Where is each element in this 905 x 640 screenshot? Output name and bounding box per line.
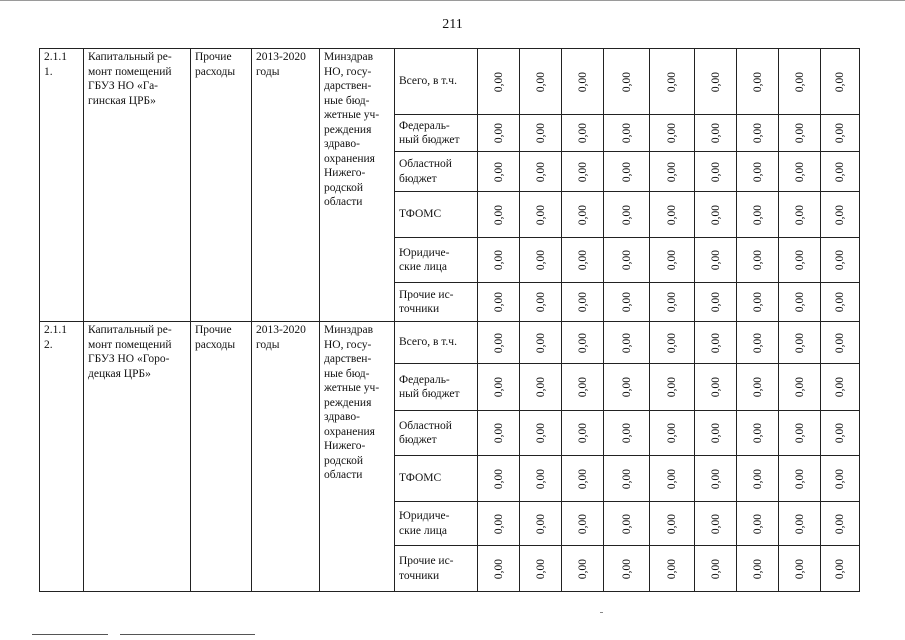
- amount-value: 0,00: [833, 332, 846, 353]
- amount-value: 0,00: [709, 558, 722, 579]
- amount-value: 0,00: [709, 376, 722, 398]
- amount-cell: [650, 456, 695, 502]
- amount-value: 0,00: [793, 376, 806, 398]
- amount-value: 0,00: [751, 422, 764, 444]
- amount-cell: [650, 322, 695, 364]
- amount-value: 0,00: [576, 332, 589, 353]
- amount-cell: [737, 152, 779, 192]
- amount-value: 0,00: [793, 513, 806, 534]
- amount-value: 0,00: [620, 332, 633, 353]
- amount-cell: [478, 322, 520, 364]
- amount-cell: [779, 502, 821, 546]
- amount-value: 0,00: [709, 249, 722, 271]
- funding-source-label: Федераль- ный бюджет: [395, 115, 478, 152]
- funding-source-label: Прочие ис- точники: [395, 283, 478, 322]
- amount-value: 0,00: [793, 204, 806, 225]
- amount-cell: [520, 49, 562, 115]
- amount-cell: [779, 152, 821, 192]
- item-executor: Минздрав НО, госу- дарствен- ные бюд- жетные уч- реждения здраво- охранения Нижего- родской области: [320, 322, 395, 592]
- amount-cell: [821, 364, 860, 411]
- footer-rule-center: [120, 634, 255, 635]
- amount-cell: [695, 152, 737, 192]
- amount-value: 0,00: [620, 204, 633, 225]
- funding-source-label: Прочие ис- точники: [395, 546, 478, 592]
- amount-cell: [478, 238, 520, 283]
- amount-cell: [520, 364, 562, 411]
- amount-cell: [779, 49, 821, 115]
- table-row: [40, 322, 860, 364]
- amount-cell: [562, 192, 604, 238]
- amount-value: 0,00: [492, 376, 505, 398]
- amount-value: 0,00: [751, 71, 764, 92]
- amount-cell: [779, 238, 821, 283]
- amount-value: 0,00: [709, 122, 722, 144]
- amount-cell: [562, 546, 604, 592]
- amount-value: 0,00: [620, 513, 633, 534]
- amount-cell: [604, 546, 650, 592]
- amount-value: 0,00: [709, 291, 722, 313]
- amount-value: 0,00: [833, 291, 846, 313]
- amount-value: 0,00: [620, 468, 633, 489]
- amount-value: 0,00: [492, 161, 505, 182]
- amount-value: 0,00: [576, 161, 589, 182]
- amount-cell: [520, 502, 562, 546]
- amount-value: 0,00: [534, 122, 547, 144]
- amount-cell: [737, 192, 779, 238]
- amount-value: 0,00: [751, 332, 764, 353]
- amount-value: 0,00: [534, 558, 547, 579]
- amount-cell: [821, 238, 860, 283]
- amount-cell: [737, 364, 779, 411]
- funding-source-label: ТФОМС: [395, 192, 478, 238]
- amount-cell: [737, 49, 779, 115]
- amount-value: 0,00: [793, 71, 806, 92]
- amount-value: 0,00: [492, 249, 505, 271]
- amount-cell: [737, 322, 779, 364]
- amount-cell: [695, 364, 737, 411]
- funding-source-label: Всего, в т.ч.: [395, 322, 478, 364]
- amount-value: 0,00: [620, 558, 633, 579]
- amount-cell: [520, 411, 562, 456]
- amount-value: 0,00: [534, 376, 547, 398]
- amount-value: 0,00: [665, 468, 678, 489]
- amount-cell: [821, 192, 860, 238]
- amount-cell: [604, 192, 650, 238]
- amount-value: 0,00: [751, 249, 764, 271]
- amount-cell: [779, 364, 821, 411]
- amount-cell: [562, 411, 604, 456]
- amount-cell: [695, 502, 737, 546]
- amount-value: 0,00: [833, 71, 846, 92]
- amount-value: 0,00: [793, 161, 806, 182]
- amount-cell: [562, 152, 604, 192]
- amount-value: 0,00: [709, 513, 722, 534]
- amount-value: 0,00: [492, 122, 505, 144]
- amount-value: 0,00: [576, 71, 589, 92]
- amount-cell: [650, 115, 695, 152]
- amount-cell: [562, 322, 604, 364]
- amount-value: 0,00: [534, 204, 547, 225]
- amount-cell: [562, 502, 604, 546]
- amount-cell: [650, 364, 695, 411]
- amount-value: 0,00: [492, 71, 505, 92]
- amount-value: 0,00: [620, 376, 633, 398]
- scan-artifact: [600, 612, 603, 613]
- amount-cell: [821, 456, 860, 502]
- amount-value: 0,00: [793, 332, 806, 353]
- amount-cell: [562, 49, 604, 115]
- amount-value: 0,00: [751, 513, 764, 534]
- amount-value: 0,00: [534, 291, 547, 313]
- amount-value: 0,00: [751, 161, 764, 182]
- amount-cell: [604, 411, 650, 456]
- amount-value: 0,00: [492, 204, 505, 225]
- funding-source-label: Областной бюджет: [395, 411, 478, 456]
- amount-value: 0,00: [751, 291, 764, 313]
- amount-value: 0,00: [793, 291, 806, 313]
- amount-value: 0,00: [751, 122, 764, 144]
- amount-cell: [650, 192, 695, 238]
- amount-cell: [695, 49, 737, 115]
- amount-cell: [478, 115, 520, 152]
- amount-value: 0,00: [665, 71, 678, 92]
- amount-value: 0,00: [534, 468, 547, 489]
- amount-value: 0,00: [793, 249, 806, 271]
- amount-cell: [478, 192, 520, 238]
- amount-cell: [478, 411, 520, 456]
- amount-cell: [695, 115, 737, 152]
- amount-value: 0,00: [833, 122, 846, 144]
- item-code: 2.1.1 1.: [40, 49, 84, 322]
- amount-cell: [821, 546, 860, 592]
- amount-value: 0,00: [665, 204, 678, 225]
- amount-cell: [604, 152, 650, 192]
- amount-cell: [520, 456, 562, 502]
- item-period: 2013-2020 годы: [252, 49, 320, 322]
- amount-value: 0,00: [576, 122, 589, 144]
- item-category: Прочие расходы: [191, 49, 252, 322]
- amount-value: 0,00: [492, 332, 505, 353]
- amount-cell: [478, 546, 520, 592]
- funding-source-label: Федераль- ный бюджет: [395, 364, 478, 411]
- amount-cell: [821, 115, 860, 152]
- amount-value: 0,00: [620, 291, 633, 313]
- amount-value: 0,00: [833, 376, 846, 398]
- amount-cell: [604, 283, 650, 322]
- amount-value: 0,00: [576, 376, 589, 398]
- amount-cell: [650, 152, 695, 192]
- amount-cell: [779, 411, 821, 456]
- amount-value: 0,00: [576, 558, 589, 579]
- amount-value: 0,00: [534, 249, 547, 271]
- amount-value: 0,00: [709, 161, 722, 182]
- amount-cell: [695, 456, 737, 502]
- funding-source-label: Областной бюджет: [395, 152, 478, 192]
- amount-cell: [520, 192, 562, 238]
- amount-value: 0,00: [665, 558, 678, 579]
- amount-value: 0,00: [534, 513, 547, 534]
- amount-value: 0,00: [833, 468, 846, 489]
- amount-cell: [695, 546, 737, 592]
- amount-value: 0,00: [709, 422, 722, 444]
- amount-cell: [520, 283, 562, 322]
- amount-value: 0,00: [709, 332, 722, 353]
- amount-value: 0,00: [576, 422, 589, 444]
- amount-cell: [650, 283, 695, 322]
- page-number: 211: [442, 17, 463, 32]
- amount-cell: [737, 456, 779, 502]
- amount-cell: [695, 192, 737, 238]
- item-name: Капитальный ре- монт помещений ГБУЗ НО «Га- гинская ЦРБ»: [84, 49, 191, 322]
- amount-cell: [478, 49, 520, 115]
- amount-value: 0,00: [620, 249, 633, 271]
- amount-value: 0,00: [576, 204, 589, 225]
- amount-value: 0,00: [751, 376, 764, 398]
- funding-source-label: Всего, в т.ч.: [395, 49, 478, 115]
- amount-cell: [695, 238, 737, 283]
- amount-cell: [604, 364, 650, 411]
- amount-cell: [650, 411, 695, 456]
- amount-cell: [779, 546, 821, 592]
- amount-cell: [821, 49, 860, 115]
- amount-cell: [821, 322, 860, 364]
- amount-cell: [520, 546, 562, 592]
- amount-cell: [520, 115, 562, 152]
- amount-value: 0,00: [665, 422, 678, 444]
- amount-value: 0,00: [534, 332, 547, 353]
- amount-cell: [562, 115, 604, 152]
- amount-cell: [478, 456, 520, 502]
- amount-cell: [604, 502, 650, 546]
- amount-value: 0,00: [492, 468, 505, 489]
- amount-value: 0,00: [665, 249, 678, 271]
- amount-cell: [779, 115, 821, 152]
- amount-value: 0,00: [665, 332, 678, 353]
- amount-value: 0,00: [492, 558, 505, 579]
- amount-value: 0,00: [576, 249, 589, 271]
- amount-value: 0,00: [620, 122, 633, 144]
- amount-value: 0,00: [751, 204, 764, 225]
- amount-value: 0,00: [709, 468, 722, 489]
- table-row: [40, 49, 860, 115]
- amount-value: 0,00: [833, 249, 846, 271]
- amount-cell: [520, 152, 562, 192]
- amount-value: 0,00: [793, 468, 806, 489]
- amount-value: 0,00: [492, 422, 505, 444]
- amount-cell: [520, 322, 562, 364]
- amount-value: 0,00: [793, 422, 806, 444]
- amount-cell: [821, 283, 860, 322]
- amount-cell: [478, 152, 520, 192]
- amount-cell: [695, 411, 737, 456]
- amount-value: 0,00: [833, 558, 846, 579]
- amount-cell: [562, 238, 604, 283]
- amount-cell: [562, 283, 604, 322]
- amount-cell: [737, 115, 779, 152]
- amount-cell: [604, 322, 650, 364]
- budget-table: [39, 48, 860, 592]
- amount-value: 0,00: [534, 71, 547, 92]
- amount-cell: [779, 322, 821, 364]
- amount-cell: [821, 502, 860, 546]
- amount-value: 0,00: [492, 291, 505, 313]
- funding-source-label: Юридиче- ские лица: [395, 238, 478, 283]
- amount-cell: [695, 283, 737, 322]
- amount-value: 0,00: [576, 513, 589, 534]
- scan-edge-top: [0, 0, 905, 3]
- amount-value: 0,00: [576, 291, 589, 313]
- amount-value: 0,00: [665, 376, 678, 398]
- item-code: 2.1.1 2.: [40, 322, 84, 592]
- amount-cell: [779, 192, 821, 238]
- amount-cell: [604, 115, 650, 152]
- amount-value: 0,00: [833, 422, 846, 444]
- amount-value: 0,00: [709, 204, 722, 225]
- amount-cell: [650, 502, 695, 546]
- amount-value: 0,00: [833, 161, 846, 182]
- funding-source-label: ТФОМС: [395, 456, 478, 502]
- amount-cell: [520, 238, 562, 283]
- amount-cell: [779, 456, 821, 502]
- item-period: 2013-2020 годы: [252, 322, 320, 592]
- amount-cell: [779, 283, 821, 322]
- amount-value: 0,00: [620, 161, 633, 182]
- amount-value: 0,00: [751, 468, 764, 489]
- amount-cell: [650, 546, 695, 592]
- amount-cell: [737, 238, 779, 283]
- amount-cell: [478, 283, 520, 322]
- amount-value: 0,00: [833, 513, 846, 534]
- amount-value: 0,00: [665, 291, 678, 313]
- amount-cell: [737, 283, 779, 322]
- amount-cell: [737, 502, 779, 546]
- amount-value: 0,00: [492, 513, 505, 534]
- amount-value: 0,00: [709, 71, 722, 92]
- amount-value: 0,00: [620, 71, 633, 92]
- amount-value: 0,00: [534, 161, 547, 182]
- amount-cell: [821, 152, 860, 192]
- item-name: Капитальный ре- монт помещений ГБУЗ НО «Горо- децкая ЦРБ»: [84, 322, 191, 592]
- amount-cell: [562, 364, 604, 411]
- amount-cell: [737, 546, 779, 592]
- amount-value: 0,00: [833, 204, 846, 225]
- amount-value: 0,00: [665, 122, 678, 144]
- amount-cell: [650, 238, 695, 283]
- amount-value: 0,00: [620, 422, 633, 444]
- funding-source-label: Юридиче- ские лица: [395, 502, 478, 546]
- amount-value: 0,00: [665, 513, 678, 534]
- amount-value: 0,00: [793, 122, 806, 144]
- amount-cell: [650, 49, 695, 115]
- amount-cell: [604, 456, 650, 502]
- amount-cell: [478, 502, 520, 546]
- amount-cell: [604, 49, 650, 115]
- item-executor: Минздрав НО, госу- дарствен- ные бюд- жетные уч- реждения здраво- охранения Нижего- родской области: [320, 49, 395, 322]
- item-category: Прочие расходы: [191, 322, 252, 592]
- amount-cell: [562, 456, 604, 502]
- amount-cell: [604, 238, 650, 283]
- amount-value: 0,00: [534, 422, 547, 444]
- amount-cell: [695, 322, 737, 364]
- amount-cell: [737, 411, 779, 456]
- amount-cell: [478, 364, 520, 411]
- amount-value: 0,00: [793, 558, 806, 579]
- footer-rule-left: [32, 634, 108, 635]
- amount-value: 0,00: [576, 468, 589, 489]
- amount-value: 0,00: [751, 558, 764, 579]
- amount-value: 0,00: [665, 161, 678, 182]
- amount-cell: [821, 411, 860, 456]
